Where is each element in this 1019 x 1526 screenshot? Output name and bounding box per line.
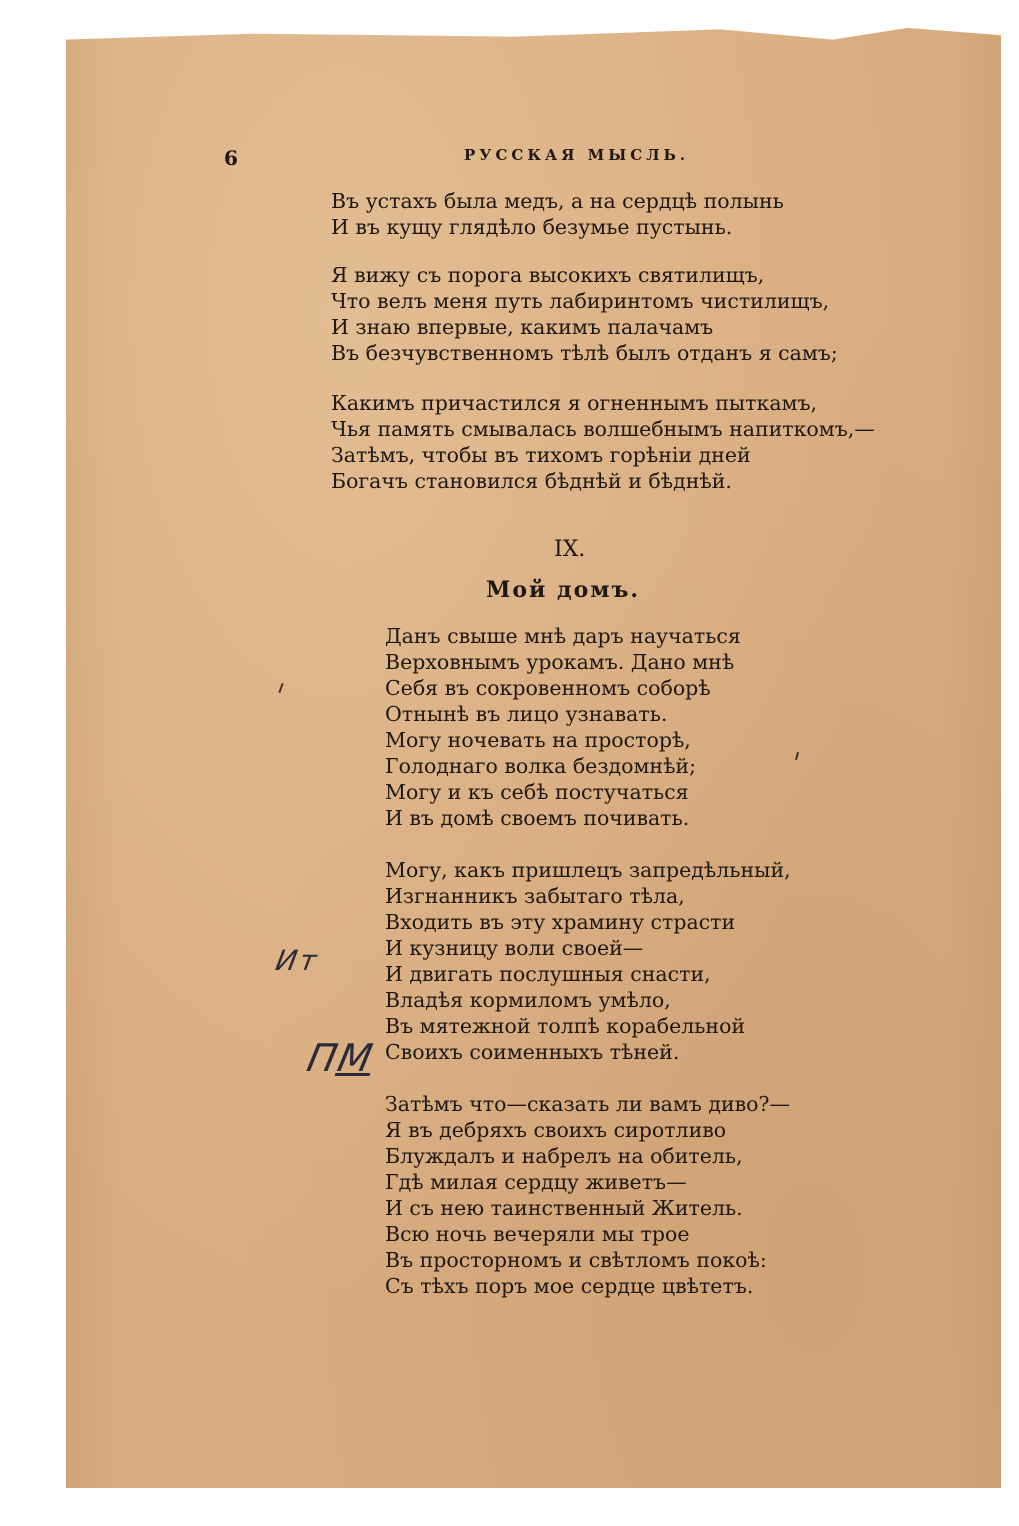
verse-line: Изгнанникъ забытаго тѣла, [385, 884, 685, 908]
handwritten-note [303, 1036, 378, 1080]
handwritten-note-underlined: М [333, 1036, 379, 1080]
verse-line: Какимъ причастился я огненнымъ пыткамъ, [331, 391, 818, 415]
verse-line: Въ мятежной толпѣ корабельной [385, 1014, 746, 1038]
verse-line: Верховнымъ урокамъ. Дано мнѣ [385, 650, 735, 674]
verse-line: Въ безчувственномъ тѣлѣ былъ отданъ я самъ; [331, 341, 838, 365]
page-number: 6 [224, 146, 238, 170]
handwritten-note: Ит [273, 944, 323, 977]
verse-line: Чья память смывалась волшебнымъ напиткомъ,— [331, 417, 875, 441]
verse-line: И съ нею таинственный Житель. [385, 1196, 743, 1220]
section-number: IX. [554, 537, 586, 562]
verse-line: Могу, какъ пришлецъ запредѣльный, [385, 858, 791, 882]
verse-line: Себя въ сокровенномъ соборѣ [385, 676, 711, 700]
verse-line: Въ просторномъ и свѣтломъ покоѣ: [385, 1248, 767, 1272]
verse-line: Затѣмъ, чтобы въ тихомъ горѣніи дней [331, 443, 751, 467]
verse-line: Я вижу съ порога высокихъ святилищъ, [331, 263, 765, 287]
verse-line: Гдѣ милая сердцу живетъ— [385, 1170, 687, 1194]
handwritten-note-prefix: П [303, 1036, 344, 1080]
verse-line: И кузницу воли своей— [385, 936, 644, 960]
verse-line: Голоднаго волка бездомнѣй; [385, 754, 697, 778]
verse-line: Могу и къ себѣ постучаться [385, 780, 689, 804]
verse-line: Богачъ становился бѣднѣй и бѣднѣй. [331, 469, 732, 493]
verse-line: Владѣя кормиломъ умѣло, [385, 988, 671, 1012]
verse-line: Блуждалъ и набрелъ на обитель, [385, 1144, 743, 1168]
verse-line: Входить въ эту храмину страсти [385, 910, 736, 934]
verse-line: Что велъ меня путь лабиринтомъ чистилищъ, [331, 289, 830, 313]
verse-line: Могу ночевать на просторѣ, [385, 728, 691, 752]
verse-line: И знаю впервые, какимъ палачамъ [331, 315, 714, 339]
verse-line: Отнынѣ въ лицо узнавать. [385, 702, 668, 726]
verse-line: Всю ночь вечеряли мы трое [385, 1222, 690, 1246]
verse-line: Данъ свыше мнѣ даръ научаться [385, 624, 741, 648]
verse-line: Въ устахъ была медъ, а на сердцѣ полынь [331, 189, 784, 213]
verse-line: Съ тѣхъ поръ мое сердце цвѣтетъ. [385, 1274, 754, 1298]
running-title: РУССКАЯ МЫСЛЬ. [464, 146, 690, 164]
verse-line: И двигать послушныя снасти, [385, 962, 711, 986]
verse-line: И въ домѣ своемъ почивать. [385, 806, 690, 830]
verse-line: Я въ дебряхъ своихъ сиротливо [385, 1118, 727, 1142]
verse-line: Своихъ соименныхъ тѣней. [385, 1040, 680, 1064]
verse-line: И въ кущу глядѣло безумье пустынь. [331, 215, 733, 239]
poem-title: Мой домъ. [486, 577, 640, 603]
verse-line: Затѣмъ что—сказать ли вамъ диво?— [385, 1092, 791, 1116]
